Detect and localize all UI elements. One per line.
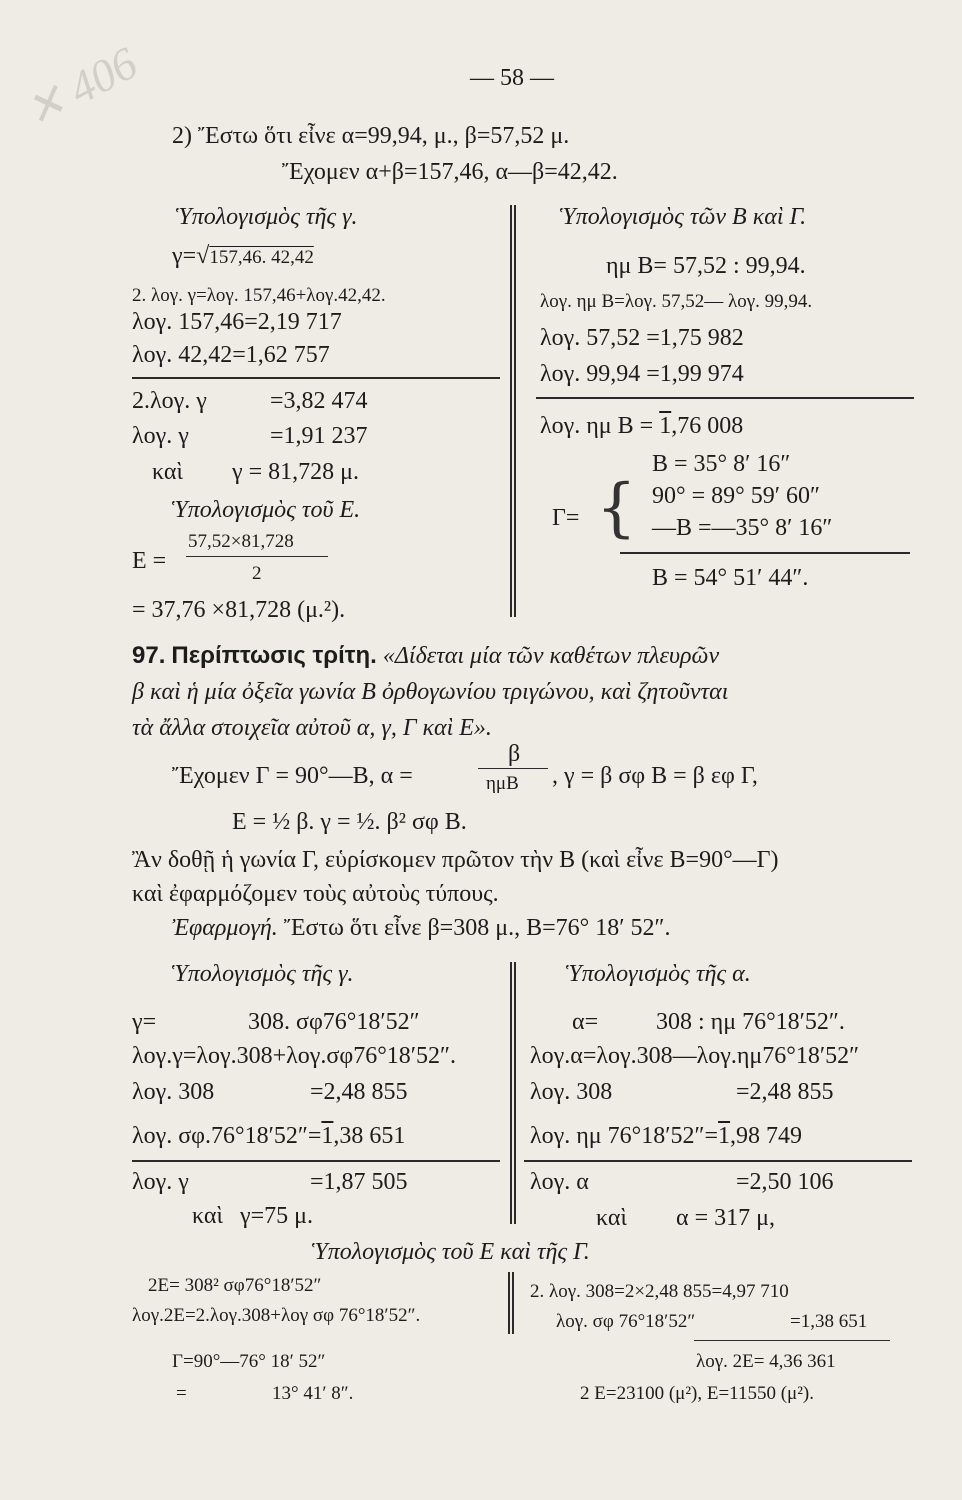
log-cot-characteristic: 1 (321, 1123, 334, 1149)
app-EG-line-1: 2Ε= 308² σφ76°18′52″ (148, 1275, 322, 1296)
rule-app-gamma (132, 1160, 500, 1162)
app-gamma-line-1a: γ= (132, 1009, 157, 1035)
formula-prefix: γ= (172, 243, 197, 269)
log-cot-label: λογ. σφ.76°18′52″= (132, 1123, 322, 1149)
calc-BG-line-5 (540, 414, 743, 438)
rule-gamma (132, 377, 500, 379)
calc-gamma-line-4a: 2.λογ. γ (132, 388, 207, 414)
app-EG-right-line-3: λογ. 2Ε= 4,36 361 (696, 1351, 836, 1372)
formula-1-numerator: β (508, 741, 521, 767)
application-line (172, 916, 670, 940)
app-alpha-line-3b: =2,48 855 (736, 1079, 834, 1105)
log-sin-B-label: λογ. ημ Β = (540, 413, 660, 439)
app-gamma-line-4 (132, 1124, 405, 1148)
column-divider-right (514, 205, 516, 617)
faded-stamp: ✕ 406 (16, 36, 146, 138)
app-alpha-line-5a: λογ. α (530, 1169, 589, 1195)
section-97-statement-3: τὰ ἄλλα στοιχεῖα αὐτοῦ α, γ, Γ καὶ Ε». (132, 715, 492, 741)
log-sin-mantissa: ,98 749 (730, 1123, 803, 1149)
rule-BG-1 (536, 397, 914, 399)
calc-gamma-line-3: λογ. 42,42=1,62 757 (132, 342, 330, 368)
app-alpha-line-3a: λογ. 308 (530, 1079, 613, 1105)
section-97-statement-1: «Δίδεται μία τῶν καθέτων πλευρῶν (382, 643, 720, 669)
formula-1a: Ἔχομεν Γ = 90°—Β, α = (172, 763, 413, 789)
app-alpha-line-5b: =2,50 106 (736, 1169, 834, 1195)
log-sin-B-characteristic: 1 (659, 413, 672, 439)
column-divider-3-left (508, 1272, 510, 1334)
app-gamma-line-2: λογ.γ=λογ.308+λογ.σφ76°18′52″. (132, 1043, 457, 1069)
app-gamma-line-5a: λογ. γ (132, 1169, 189, 1195)
app-gamma-line-5b: =1,87 505 (310, 1169, 408, 1195)
app-EG-right-line-1: 2. λογ. 308=2×2,48 855=4,97 710 (530, 1281, 789, 1302)
column-divider-2-right (514, 962, 516, 1224)
calc-E-result: = 37,76 ×81,728 (μ.²). (132, 597, 346, 623)
column-divider-2-left (510, 962, 512, 1224)
app-alpha-line-6a: καὶ (596, 1205, 627, 1231)
app-alpha-line-2: λογ.α=λογ.308—λογ.ημ76°18′52″ (530, 1043, 860, 1069)
calc-E-title: Ὑπολογισμὸς τοῦ Ε. (172, 497, 361, 523)
calc-gamma-line-2: λογ. 157,46=2,19 717 (132, 309, 342, 335)
calc-gamma-line-1: 2. λογ. γ=λογ. 157,46+λογ.42,42. (132, 285, 386, 306)
app-gamma-title: Ὑπολογισμὸς τῆς γ. (172, 961, 354, 987)
formula-2: Ε = ½ β. γ = ½. β² σφ Β. (232, 809, 467, 835)
log-sin-label: λογ. ημ 76°18′52″= (530, 1123, 719, 1149)
calc-gamma-line-6a: καὶ (152, 459, 183, 485)
section-number: 97. (132, 642, 166, 669)
calc-gamma-title: Ὑπολογισμὸς τῆς γ. (176, 204, 358, 230)
page-number: — 58 — (470, 65, 554, 91)
calc-BG-line-6: Β = 35° 8′ 16″ (652, 451, 791, 477)
section-97-statement-2: β καὶ ἡ μία ὀξεῖα γωνία Β ὀρθογωνίου τριγώνου, καὶ ζητοῦνται (132, 679, 729, 705)
section-97-heading (132, 644, 719, 668)
log-sin-characteristic: 1 (718, 1123, 731, 1149)
app-gamma-line-6b: γ=75 μ. (240, 1203, 314, 1229)
application-label: Ἐφαρμογή. (172, 915, 278, 941)
calc-gamma-line-5b: =1,91 237 (270, 423, 368, 449)
calc-BG-gamma-lhs: Γ= (552, 505, 580, 531)
example-2-line-2: Ἔχομεν α+β=157,46, α—β=42,42. (282, 159, 618, 185)
rule-BG-2 (620, 552, 910, 554)
app-alpha-line-6b: α = 317 μ, (676, 1205, 775, 1231)
calc-BG-line-4: λογ. 99,94 =1,99 974 (540, 361, 744, 387)
section-97-paragraph-1: Ἂν δοθῇ ἡ γωνία Γ, εὑρίσκομεν πρῶτον τὴν Β (καὶ εἶνε Β=90°—Γ) (132, 847, 779, 873)
app-gamma-line-3a: λογ. 308 (132, 1079, 215, 1105)
calc-BG-line-3: λογ. 57,52 =1,75 982 (540, 325, 744, 351)
sqrt-sign: √ (196, 243, 210, 269)
app-EG-line-2: λογ.2Ε=2.λογ.308+λογ σφ 76°18′52″. (132, 1305, 421, 1326)
app-EG-title: Ὑπολογισμὸς τοῦ Ε καὶ τῆς Γ. (312, 1239, 590, 1265)
section-title: Περίπτωσις τρίτη. (171, 642, 377, 669)
app-alpha-line-1a: α= (572, 1009, 599, 1035)
app-alpha-title: Ὑπολογισμὸς τῆς α. (566, 961, 751, 987)
app-EG-line-4b: 13° 41′ 8″. (272, 1383, 354, 1404)
formula-1b: , γ = β σφ Β = β εφ Γ, (552, 763, 758, 789)
calc-E-denominator: 2 (252, 563, 262, 584)
calc-E-numerator: 57,52×81,728 (188, 531, 294, 552)
log-cot-mantissa: ,38 651 (333, 1123, 406, 1149)
app-gamma-line-1b: 308. σφ76°18′52″ (248, 1009, 420, 1035)
app-gamma-line-6a: καὶ (192, 1203, 223, 1229)
calc-BG-gamma-line-2: —Β =—35° 8′ 16″ (652, 515, 833, 541)
app-EG-line-3: Γ=90°—76° 18′ 52″ (172, 1351, 326, 1372)
app-EG-right-line-2b: =1,38 651 (790, 1311, 868, 1332)
rule-app-alpha (524, 1160, 912, 1162)
section-97-paragraph-2: καὶ ἐφαρμόζομεν τοὺς αὐτοὺς τύπους. (132, 881, 499, 907)
calc-gamma-formula (172, 244, 314, 268)
curly-brace: { (596, 471, 637, 545)
calc-E-lhs: Ε = (132, 548, 167, 574)
calc-E-fraction-bar (186, 556, 328, 557)
example-2-line-1: 2) Ἔστω ὅτι εἶνε α=99,94, μ., β=57,52 μ. (172, 123, 570, 149)
formula-radicand: 157,46. 42,42 (209, 247, 314, 268)
app-EG-line-4a: = (176, 1383, 187, 1404)
column-divider-left (510, 205, 512, 617)
app-gamma-line-3b: =2,48 855 (310, 1079, 408, 1105)
app-alpha-line-1b: 308 : ημ 76°18′52″. (656, 1009, 845, 1035)
calc-BG-line-7: Β = 54° 51′ 44″. (652, 565, 809, 591)
log-sin-B-mantissa: ,76 008 (671, 413, 744, 439)
calc-BG-line-2: λογ. ημ Β=λογ. 57,52— λογ. 99,94. (540, 291, 813, 312)
app-EG-right-line-4: 2 Ε=23100 (μ²), Ε=11550 (μ²). (580, 1383, 815, 1404)
calc-gamma-line-5a: λογ. γ (132, 423, 189, 449)
calc-BG-gamma-line-1: 90° = 89° 59′ 60″ (652, 483, 820, 509)
formula-1-fraction-bar (478, 768, 548, 769)
rule-app-EG (694, 1340, 890, 1341)
calc-BG-title: Ὑπολογισμὸς τῶν Β καὶ Γ. (560, 204, 807, 230)
calc-gamma-line-6b: γ = 81,728 μ. (232, 459, 360, 485)
formula-1-denominator: ημΒ (486, 773, 519, 794)
column-divider-3-right (512, 1272, 514, 1334)
application-text: Ἔστω ὅτι εἶνε β=308 μ., Β=76° 18′ 52″. (283, 915, 671, 941)
app-alpha-line-4 (530, 1124, 802, 1148)
calc-BG-line-1: ημ Β= 57,52 : 99,94. (606, 253, 806, 279)
calc-gamma-line-4b: =3,82 474 (270, 388, 368, 414)
app-EG-right-line-2a: λογ. σφ 76°18′52″ (556, 1311, 696, 1332)
